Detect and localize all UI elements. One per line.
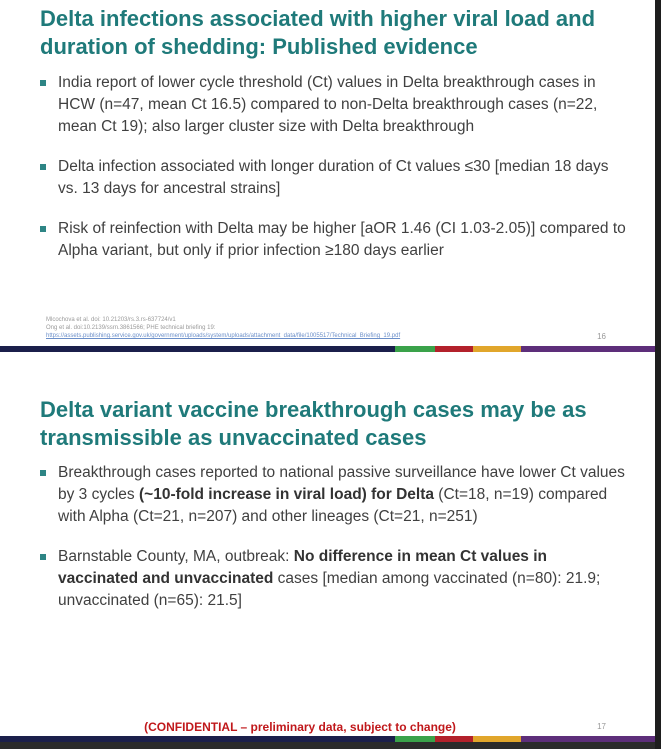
bullet-square-icon (40, 164, 46, 170)
bar-segment (473, 736, 521, 742)
reference-link[interactable]: https://assets.publishing.service.gov.uk/government/uploads/system/uploads/attachment_data/file/1005517/Technical_Briefing_19.pdf (46, 333, 401, 339)
bar-segment (435, 736, 473, 742)
slide-title: Delta variant vaccine breakthrough cases may be as transmissible as unvaccinated cases (40, 397, 587, 450)
bar-segment (521, 346, 661, 352)
slide-gap (0, 352, 661, 378)
bullet-item: India report of lower cycle threshold (Ct) values in Delta breakthrough cases in HCW (n=47, mean Ct 16.5) compared to non-Delta breakthrough cases (n=22, mean Ct 19); also larger cluster size with Delta breakthrough (40, 72, 631, 138)
page-number: 17 (597, 722, 606, 731)
bar-segment (395, 736, 435, 742)
footer-color-bar (0, 736, 661, 742)
references (46, 316, 400, 340)
bar-segment (435, 346, 473, 352)
bullet-square-icon (40, 80, 46, 86)
slide-title: Delta infections associated with higher viral load and duration of shedding: Published evidence (40, 6, 596, 59)
footer-color-bar (0, 346, 661, 352)
reference-line: Ong et al. doi:10.2139/ssrn.3861566; PHE technical briefing 19: (46, 325, 216, 331)
bullet-list (40, 462, 631, 630)
bar-segment (521, 736, 661, 742)
bullet-square-icon (40, 226, 46, 232)
reference-line: Mlcochova et al. doi: 10.21203/rs.3.rs-637724/v1 (46, 317, 176, 323)
slide-16 (0, 0, 661, 352)
bullet-list (40, 72, 631, 280)
bullet-item: Delta infection associated with longer duration of Ct values ≤30 [median 18 days vs. 13 days for ancestral strains] (40, 156, 631, 200)
confidential-notice: (CONFIDENTIAL – preliminary data, subject to change) (144, 720, 456, 734)
bar-segment (0, 346, 395, 352)
bullet-square-icon (40, 554, 46, 560)
bullet-item: Barnstable County, MA, outbreak: No difference in mean Ct values in vaccinated and unvaccinated cases [median among vaccinated (n=80): 21.9; unvaccinated (n=65): 21.5] (40, 546, 631, 612)
bullet-square-icon (40, 470, 46, 476)
bullet-item: Risk of reinfection with Delta may be higher [aOR 1.46 (CI 1.03-2.05)] compared to Alpha variant, but only if prior infection ≥180 days earlier (40, 218, 631, 262)
bar-segment (473, 346, 521, 352)
bar-segment (395, 346, 435, 352)
bullet-item: Breakthrough cases reported to national passive surveillance have lower Ct values by 3 cycles (~10-fold increase in viral load) for Delta (Ct=18, n=19) compared with Alpha (Ct=21, n=207) and other lineages (Ct=21, n=251) (40, 462, 631, 528)
bar-segment (0, 736, 395, 742)
slide-17 (0, 378, 661, 742)
window-edge (655, 0, 661, 749)
page-number: 16 (597, 332, 606, 341)
